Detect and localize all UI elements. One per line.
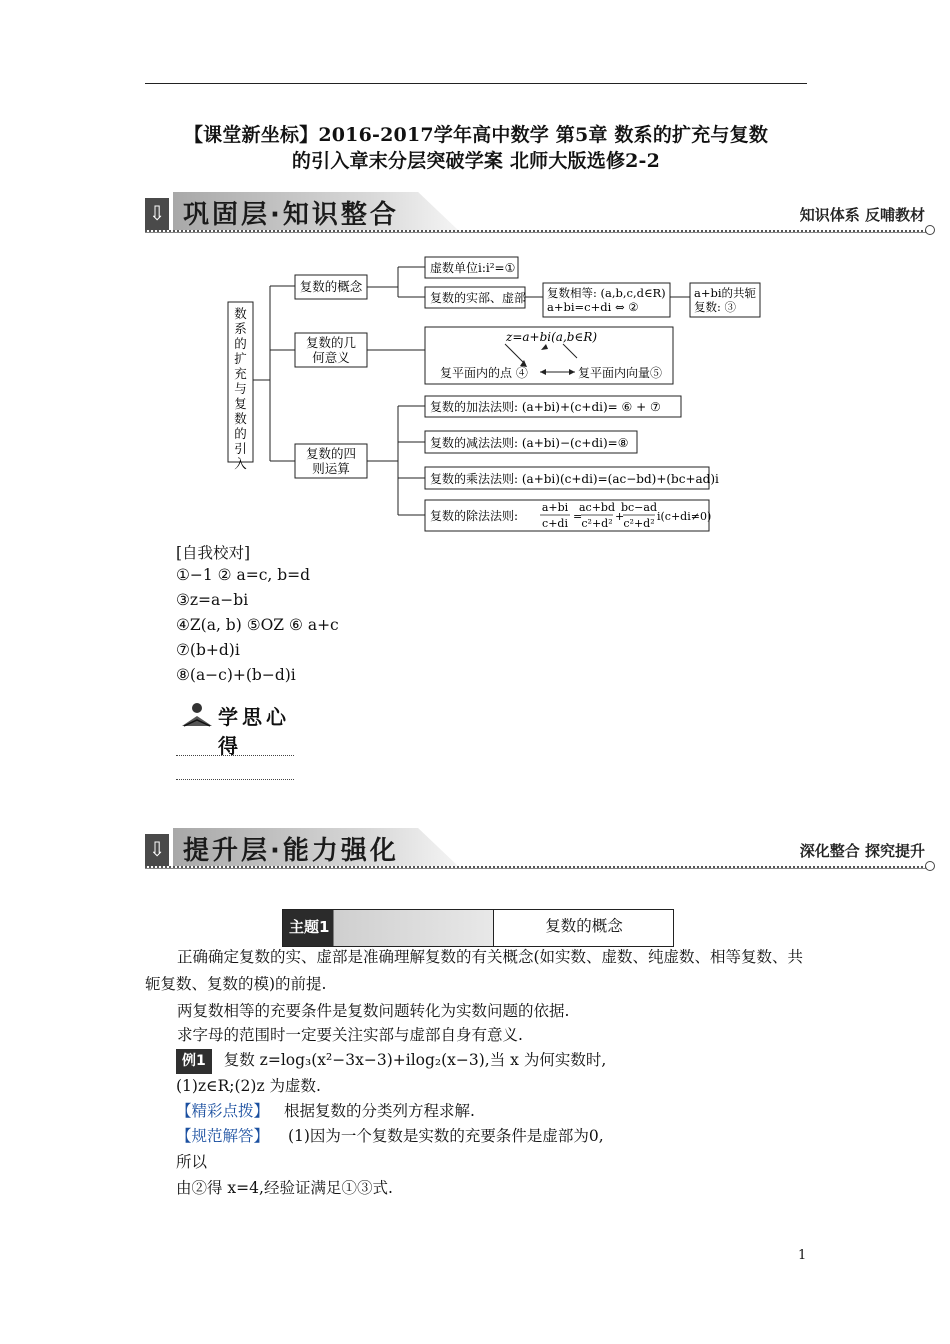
reflection-header: [180, 698, 310, 758]
svg-text:充: 充: [234, 366, 247, 381]
svg-text:何意义: 何意义: [312, 350, 350, 365]
svg-text:c²+d²: c²+d²: [581, 517, 613, 530]
section-title: 巩固层·知识整合: [183, 200, 399, 230]
answer-label: 【规范解答】: [176, 1127, 270, 1145]
title-line-1: 【课堂新坐标】2016-2017学年高中数学 第5章 数系的扩充与复数: [183, 124, 769, 146]
svg-text:数: 数: [234, 411, 247, 426]
section-banner-advance: [145, 828, 935, 874]
svg-text:的: 的: [234, 426, 247, 441]
svg-text:+: +: [615, 510, 625, 523]
answer-line-1: (1)因为一个复数是实数的充要条件是虚部为0,: [287, 1127, 604, 1145]
equality-line-1: 复数相等: (a,b,c,d∈R): [547, 286, 666, 300]
svg-text:复: 复: [234, 396, 247, 411]
svg-text:复数的几: 复数的几: [305, 335, 357, 350]
reflection-label: 学思心得: [218, 705, 290, 758]
hint-text: 根据复数的分类列方程求解.: [283, 1102, 475, 1120]
answer-line-2: 所以: [176, 1153, 208, 1171]
svg-text:的: 的: [234, 336, 247, 351]
svg-text:系: 系: [234, 321, 247, 336]
sub-rule-label: 复数的减法法则: (a+bi)−(c+di)=⑧: [430, 436, 629, 450]
paragraph-2: 两复数相等的充要条件是复数问题转化为实数问题的依据.: [177, 1002, 570, 1020]
svg-text:c+di: c+di: [542, 517, 568, 530]
example-question: 复数 z=log₃(x²−3x−3)+ilog₂(x−3),当 x 为何实数时,: [223, 1051, 607, 1069]
banner-solid-line: [145, 868, 931, 869]
down-arrow-icon: ⇩: [145, 834, 169, 866]
svg-text:引: 引: [234, 441, 247, 456]
svg-text:c²+d²: c²+d²: [623, 517, 655, 530]
self-check-line-3: ④Z(a, b) ⑤OZ ⑥ a+c: [176, 616, 339, 634]
z-definition: z=a+bi(a,b∈R): [506, 330, 598, 344]
hint-label: 【精彩点拨】: [176, 1102, 270, 1120]
conjugate-line-1: a+bi的共轭: [694, 286, 757, 300]
page-number: 1: [798, 1248, 807, 1263]
answer-line-3: 由②得 x=4,经验证满足①③式.: [176, 1179, 393, 1197]
imag-unit-label: 虚数单位i:i²=①: [430, 261, 516, 275]
self-check-line-1: ①−1 ② a=c, b=d: [176, 566, 311, 584]
example-parts: (1)z∈R;(2)z 为虚数.: [176, 1077, 321, 1095]
reflection-line-2: [176, 779, 294, 780]
theme-box: [282, 909, 674, 947]
conjugate-line-2: 复数: ③: [694, 300, 737, 314]
example-question-row: [176, 1048, 606, 1074]
knowledge-diagram: [0, 0, 950, 540]
div-rule-prefix: 复数的除法法则:: [430, 509, 519, 523]
root-label: [234, 306, 247, 456]
svg-text:复数的四: 复数的四: [305, 446, 357, 461]
banner-end-dot: [925, 861, 935, 871]
self-check-line-4: ⑦(b+d)i: [176, 641, 240, 659]
theme-tag-area: [283, 910, 493, 946]
svg-text:bc−ad: bc−ad: [620, 501, 658, 514]
equality-line-2: a+bi=c+di ⇔ ②: [547, 300, 639, 314]
self-check-line-5: ⑧(a−c)+(b−d)i: [176, 666, 296, 684]
example-tag: 例1: [176, 1049, 212, 1074]
section-right-label: 知识体系 反哺教材: [799, 206, 925, 224]
vector-label: 复平面内向量⑤: [578, 366, 663, 380]
svg-text:与: 与: [234, 381, 247, 396]
reflection-line-1: [176, 755, 294, 756]
section-right-label: 深化整合 探究提升: [799, 842, 925, 860]
real-imag-label: 复数的实部、虚部: [430, 291, 527, 305]
root-char: 数: [234, 306, 247, 321]
svg-text:入: 入: [234, 456, 247, 471]
hint-row: [176, 1099, 475, 1124]
point-label: 复平面内的点 ④: [440, 366, 528, 380]
self-check-line-2: ③z=a−bi: [176, 591, 249, 609]
title-line-2: 的引入章末分层突破学案 北师大版选修2-2: [291, 150, 661, 172]
theme-tag: 主题1: [289, 918, 330, 936]
self-check-heading: [自我校对]: [176, 544, 251, 562]
svg-text:扩: 扩: [234, 351, 247, 366]
svg-text:a+bi: a+bi: [541, 501, 569, 514]
svg-text:则运算: 则运算: [312, 461, 350, 476]
paragraph-3: 求字母的范围时一定要关注实部与虚部自身有意义.: [177, 1026, 523, 1044]
svg-text:ac+bd: ac+bd: [578, 501, 616, 514]
concept-label: 复数的概念: [299, 279, 363, 294]
add-rule-label: 复数的加法法则: (a+bi)+(c+di)= ⑥ + ⑦: [430, 400, 661, 414]
answer-row: [176, 1124, 604, 1149]
theme-name: 复数的概念: [493, 910, 674, 946]
reader-icon: [180, 702, 214, 728]
down-arrow-icon: ⇩: [145, 198, 169, 230]
svg-text:=: =: [573, 510, 583, 523]
section-title: 提升层·能力强化: [183, 836, 399, 866]
mul-rule-label: 复数的乘法法则: (a+bi)(c+di)=(ac−bd)+(bc+ad)i: [430, 472, 719, 486]
svg-text:i(c+di≠0): i(c+di≠0): [657, 510, 712, 523]
paragraph-1: 正确确定复数的实、虚部是准确理解复数的有关概念(如实数、虚数、纯虚数、相等复数、共轭复数、复数的模)的前提.: [145, 948, 804, 993]
